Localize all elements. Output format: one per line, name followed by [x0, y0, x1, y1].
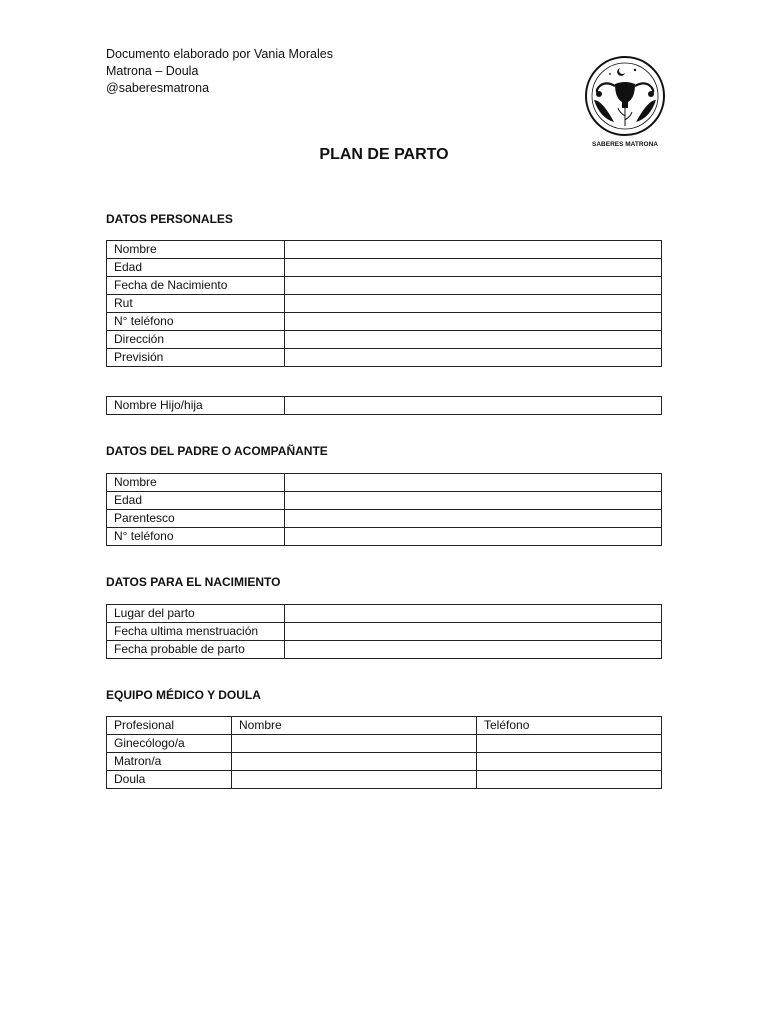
- row-label: Dirección: [107, 331, 285, 349]
- column-header-phone: Teléfono: [477, 717, 662, 735]
- phone-field[interactable]: [477, 735, 662, 753]
- uterus-seal-icon: [580, 56, 670, 156]
- companion-data-table: [106, 473, 662, 546]
- row-value-field[interactable]: [285, 277, 662, 295]
- row-value-field[interactable]: [285, 349, 662, 367]
- svg-text:SABERES MATRONA: SABERES MATRONA: [592, 141, 658, 148]
- table-row: [107, 528, 662, 546]
- row-label: Previsión: [107, 349, 285, 367]
- row-value-field[interactable]: [285, 295, 662, 313]
- row-value-field[interactable]: [285, 510, 662, 528]
- table-row: [107, 397, 662, 415]
- row-value-field[interactable]: [285, 331, 662, 349]
- table-row: [107, 295, 662, 313]
- row-label: Lugar del parto: [107, 605, 285, 623]
- name-field[interactable]: [232, 771, 477, 789]
- row-label: Fecha de Nacimiento: [107, 277, 285, 295]
- row-label: Fecha probable de parto: [107, 641, 285, 659]
- row-label: Edad: [107, 259, 285, 277]
- row-value-field[interactable]: [285, 313, 662, 331]
- row-label: Fecha ultima menstruación: [107, 623, 285, 641]
- row-value-field[interactable]: [285, 474, 662, 492]
- birth-data-table: [106, 604, 662, 659]
- phone-field[interactable]: [477, 753, 662, 771]
- personal-data-table: [106, 240, 662, 367]
- row-label: Nombre: [107, 474, 285, 492]
- section-birth-heading: DATOS PARA EL NACIMIENTO: [106, 575, 281, 589]
- row-value-field[interactable]: [285, 259, 662, 277]
- section-personal-heading: DATOS PERSONALES: [106, 212, 233, 226]
- table-row: [107, 349, 662, 367]
- row-label: Doula: [107, 771, 232, 789]
- row-label: Nombre: [107, 241, 285, 259]
- row-value-field[interactable]: [285, 623, 662, 641]
- table-row: [107, 605, 662, 623]
- row-value-field[interactable]: [285, 397, 662, 415]
- phone-field[interactable]: [477, 771, 662, 789]
- table-row: [107, 735, 662, 753]
- table-row: [107, 641, 662, 659]
- row-label: Parentesco: [107, 510, 285, 528]
- document-header: [106, 46, 333, 97]
- row-value-field[interactable]: [285, 241, 662, 259]
- table-row: [107, 474, 662, 492]
- row-label: Edad: [107, 492, 285, 510]
- table-row: [107, 277, 662, 295]
- table-row: [107, 492, 662, 510]
- table-header-row: [107, 717, 662, 735]
- row-label: N° teléfono: [107, 313, 285, 331]
- column-header-name: Nombre: [232, 717, 477, 735]
- row-value-field[interactable]: [285, 641, 662, 659]
- profession-line: Matrona – Doula: [106, 64, 199, 78]
- row-label: Nombre Hijo/hija: [107, 397, 285, 415]
- row-value-field[interactable]: [285, 528, 662, 546]
- row-label: N° teléfono: [107, 528, 285, 546]
- row-label: Ginecólogo/a: [107, 735, 232, 753]
- author-line: Documento elaborado por Vania Morales: [106, 47, 333, 61]
- row-value-field[interactable]: [285, 492, 662, 510]
- table-row: [107, 623, 662, 641]
- name-field[interactable]: [232, 735, 477, 753]
- column-header-professional: Profesional: [107, 717, 232, 735]
- child-name-table: [106, 396, 662, 415]
- medical-team-table: [106, 716, 662, 789]
- table-row: [107, 313, 662, 331]
- table-row: [107, 331, 662, 349]
- row-label: Matron/a: [107, 753, 232, 771]
- row-value-field[interactable]: [285, 605, 662, 623]
- social-handle: @saberesmatrona: [106, 81, 210, 95]
- table-row: [107, 771, 662, 789]
- table-row: [107, 753, 662, 771]
- section-team-heading: EQUIPO MÉDICO Y DOULA: [106, 688, 261, 702]
- table-row: [107, 241, 662, 259]
- row-label: Rut: [107, 295, 285, 313]
- table-row: [107, 510, 662, 528]
- section-companion-heading: DATOS DEL PADRE O ACOMPAÑANTE: [106, 444, 328, 458]
- page-title: PLAN DE PARTO: [319, 146, 449, 163]
- table-row: [107, 259, 662, 277]
- name-field[interactable]: [232, 753, 477, 771]
